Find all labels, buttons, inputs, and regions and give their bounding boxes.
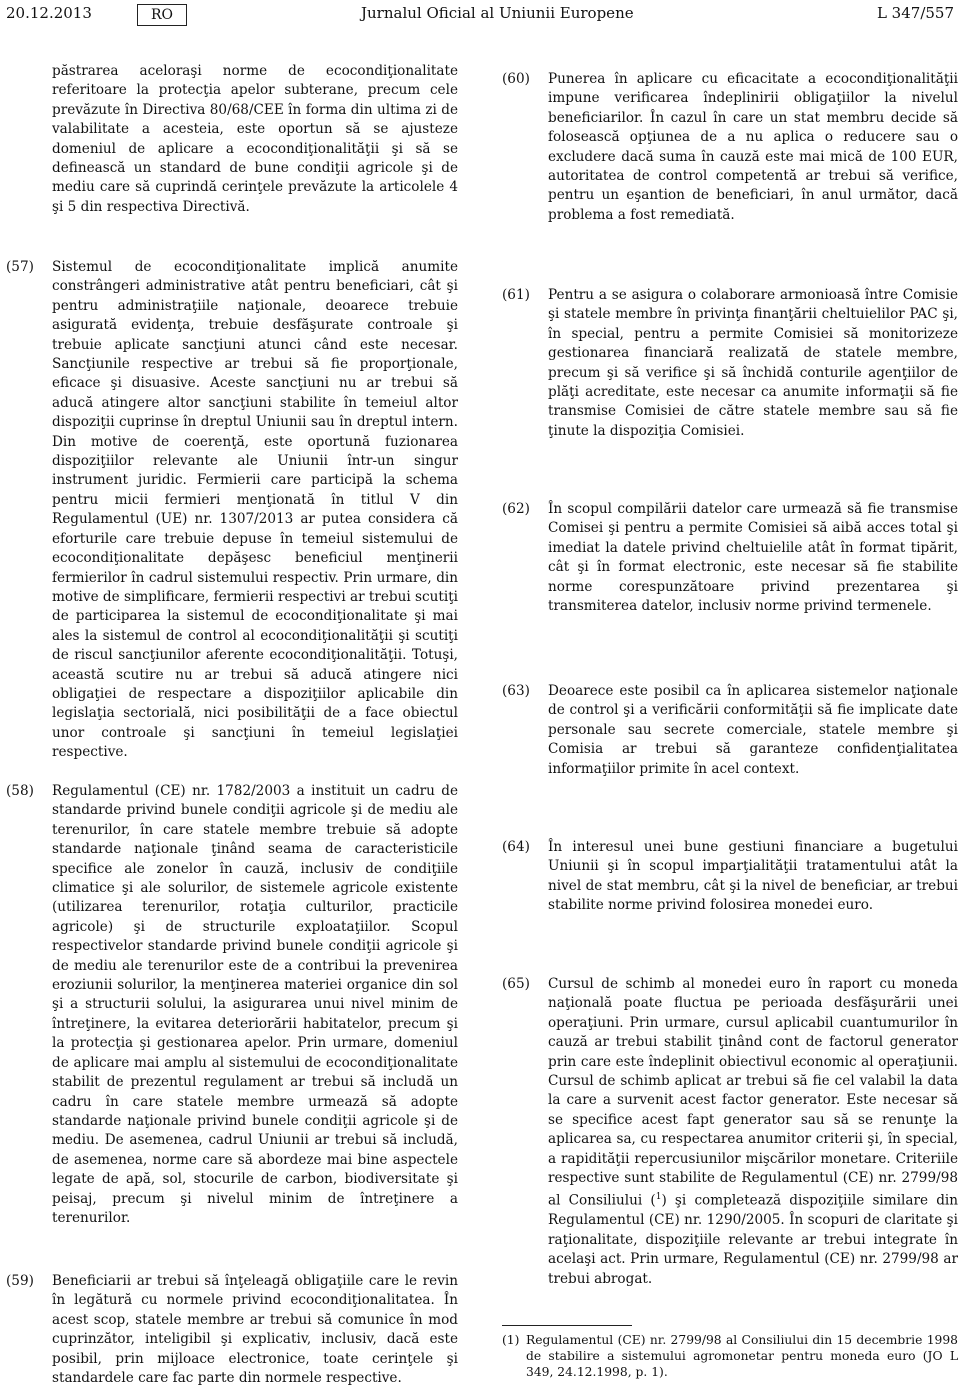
recital-62 <box>502 500 958 616</box>
recital-58 <box>6 782 458 1228</box>
page-number: L 347/557 <box>876 4 954 22</box>
recital-text: Pentru a se asigura o colaborare armonioasă între Comisie şi statele membre în privinţa finanţării cheltuielilor PAC şi, în special, pentru a permite Comisiei să monitorizeze gestionarea financiară realizată de statele membre, precum şi să verifice şi să închidă conturile agenţiilor de plăţi acreditate, este necesar ca anumite informaţii să fie transmise Comisiei de către statele membre sau să fie ţinute la dispoziţia Comisiei. <box>548 287 958 439</box>
recital-61 <box>502 286 958 441</box>
page-header <box>6 4 956 26</box>
recital-number: (62) <box>502 501 530 517</box>
recital-number: (59) <box>6 1273 34 1289</box>
recital-text-part-b: ) şi completează dispoziţiile similare din Regulamentul (CE) nr. 1290/2005. În scopuri de claritate şi raţionalitate, dispoziţiile relevante ar trebui integrate în acelaşi act. Prin urmare, Regulamentul (CE) nr. 2799/98 ar trebui abrogat. <box>548 1193 958 1287</box>
recital-text <box>548 975 958 1289</box>
recital-text: În scopul compilării datelor care urmează să fie transmise Comisei şi pentru a permite Comisiei să aibă acces total şi imediat la datele privind cheltuielile atât în format tipărit, cât şi în format electronic, este necesar să fie stabilite norme corespunzătoare privind prezentarea şi transmiterea datelor, inclusiv norme privind termenele. <box>548 501 958 615</box>
footnote-reference[interactable]: 1 <box>655 1192 662 1203</box>
recital-number: (63) <box>502 683 530 699</box>
recital-number: (64) <box>502 839 530 855</box>
recital-57 <box>6 258 458 763</box>
language-code-box: RO <box>137 4 187 26</box>
recital-60 <box>502 70 958 225</box>
recital-text: Deoarece este posibil ca în aplicarea sistemelor naţionale de control şi a verificării conformităţii să fie implicate date personale sau secrete comerciale, statele membre şi Comisia ar trebui să garanteze confidenţialitatea informaţiilor primite în acel context. <box>548 683 958 777</box>
recital-text: Punerea în aplicare cu eficacitate a ecocondiţionalităţii impune verificarea îndeplinirii obligaţiilor la nivelul beneficiarilor. În cazul în care un stat membru decide să folosească opţiunea de a nu aplica o reducere sau o excludere dacă suma în cauză este mai mică de 100 EUR, autoritatea de control competentă ar trebui să verifice, pentru un eşantion de beneficiari, în anul următor, dacă problema a fost remediată. <box>548 71 958 223</box>
footnote-text: Regulamentul (CE) nr. 2799/98 al Consiliului din 15 decembrie 1998 de stabilire a sistemului agromonetar pentru moneda euro (JO L 349, 24.12.1998, p. 1). <box>526 1333 958 1379</box>
recital-text: Sistemul de ecocondiţionalitate implică anumite constrângeri administrative atât pentru beneficiari, cât şi pentru administraţiile naţionale, deoarece trebuie asigurată evidenţa, trebuie desfăşurate controale şi trebuie aplicate sancţiuni atunci când este necesar. Sancţiunile respective ar trebui să fie proporţionale, eficace şi disuasive. Aceste sancţiuni nu ar trebui să aducă atingere altor sancţiuni stabilite în temeiul altor dispoziţii cuprinse în dreptul Uniunii sau în dreptul intern. Din motive de coerenţă, este oportună fuzionarea dispoziţiilor relevante ale Uniunii într-un singur instrument juridic. Fermierii care participă la schema pentru micii fermieri menţionată în titlul V din Regulamentul (UE) nr. 1307/2013 ar putea considera că eforturile care trebuie depuse în temeiul sistemului de ecocondiţionalitate depăşesc beneficiul menţinerii fermierilor în cadrul sistemului respectiv. Prin urmare, din motive de simplificare, fermierii respectivi ar trebui scutiţi de participarea la sistemul de ecocondiţionalitate şi mai ales la sistemul de control al ecocondiţionalităţii şi scutiţi de riscul sancţiunilor aferente ecocondiţionalităţii. Totuşi, această scutire nu ar trebui să aducă atingere nici obligaţiei de respectare a dispoziţiilor aplicabile din legislaţia sectorială, nici posibilităţii de a face obiectul unor controale şi sancţiuni în temeiul legislaţiei respective. <box>52 259 459 761</box>
journal-title: Jurnalul Oficial al Uniunii Europene <box>361 4 634 22</box>
recital-text: Regulamentul (CE) nr. 1782/2003 a instituit un cadru de standarde privind bunele condiţii agricole şi de mediu ale terenurilor, în care statele membre trebuie să adopte standarde naţionale ţinând seama de caracteristicile specifice ale zonelor în cauză, inclusiv de condiţiile climatice şi ale solurilor, de sistemele agricole existente (utilizarea terenurilor, rotaţia culturilor, practicile agricole) şi de structurile exploataţiilor. Scopul respectivelor standarde privind bunele condiţii agricole şi de mediu ale terenurilor este de a contribui la prevenirea eroziunii solurilor, la menţinerea materiei organice din sol şi a structurii solului, la asigurarea unui nivel minim de întreţinere, la evitarea deteriorării habitatelor, precum şi la protecţia şi gestionarea apelor. Prin urmare, domeniul de aplicare mai amplu al sistemului de ecocondiţionalitate stabilit de prezentul regulament ar trebui să includă un cadru în care statele membre urmează să adopte standarde naţionale privind bunele condiţii agricole şi de mediu. De asemenea, cadrul Uniunii ar trebui să includă, de asemenea, norme care să abordeze mai bine aspectele legate de apă, sol, stocurile de carbon, biodiversitate şi peisaj, precum şi nivelul minim de întreţinere a terenurilor. <box>52 783 458 1226</box>
publication-date: 20.12.2013 <box>6 4 92 22</box>
footnote-number: (1) <box>502 1333 520 1347</box>
recital-number: (57) <box>6 259 34 275</box>
recital-text: În interesul unei bune gestiuni financiare a bugetului Uniunii şi în scopul imparţialităţii tratamentului atât la nivel de stat membru, cât şi la nivel de beneficiar, ar trebui stabilite norme privind folosirea monedei euro. <box>548 839 958 914</box>
recital-number: (61) <box>502 287 530 303</box>
continued-paragraph <box>6 62 458 217</box>
recital-64 <box>502 838 958 916</box>
recital-number: (58) <box>6 783 34 799</box>
recital-number: (65) <box>502 976 530 992</box>
recital-text: Beneficiarii ar trebui să înţeleagă obligaţiile care le revin în legătură cu normele privind ecocondiţionalitatea. În acest scop, statele membre ar trebui să comunice în mod cuprinzător, inteligibil şi explicativ, inclusiv, dacă este posibil, prin mijloace electronice, toate cerinţele şi standardele care fac parte din normele respective. <box>52 1273 458 1387</box>
recital-text-part-a: Cursul de schimb al monedei euro în raport cu moneda naţională poate fluctua pe perioada desfăşurării unei operaţiuni. Prin urmare, cursul aplicabil cuantumurilor în cauză ar trebui stabilit ţinând cont de factorul generator prin care este îndeplinit obiectivul economic al operaţiunii. Cursul de schimb aplicat ar trebui să fie cel valabil la data la care a survenit acest factor generator. Este necesar să se specifice acest fapt generator sau să se renunţe la aplicarea sa, cu respectarea anumitor criterii şi, în special, a rapidităţii repercusiunilor mişcărilor monetare. Criteriile respective sunt stabilite de Regulamentul (CE) nr. 2799/98 al Consiliului ( <box>548 976 958 1209</box>
recital-number: (60) <box>502 71 530 87</box>
paragraph-text: păstrarea aceloraşi norme de ecocondiţionalitate referitoare la protecţia apelor subterane, precum cele prevăzute în Directiva 80/68/CEE în forma din ultima zi de valabilitate a acesteia, este oportun să se ajusteze domeniul de aplicare a ecocondiţionalităţii şi să se definească un standard de bune condiţii agricole şi de mediu care să cuprindă cerinţele prevăzute la articolele 4 şi 5 din respectiva Directivă. <box>52 63 458 215</box>
recital-63 <box>502 682 958 779</box>
footnote <box>502 1332 958 1380</box>
recital-59 <box>6 1272 458 1388</box>
footnote-separator <box>502 1325 632 1326</box>
recital-65 <box>502 975 958 1289</box>
